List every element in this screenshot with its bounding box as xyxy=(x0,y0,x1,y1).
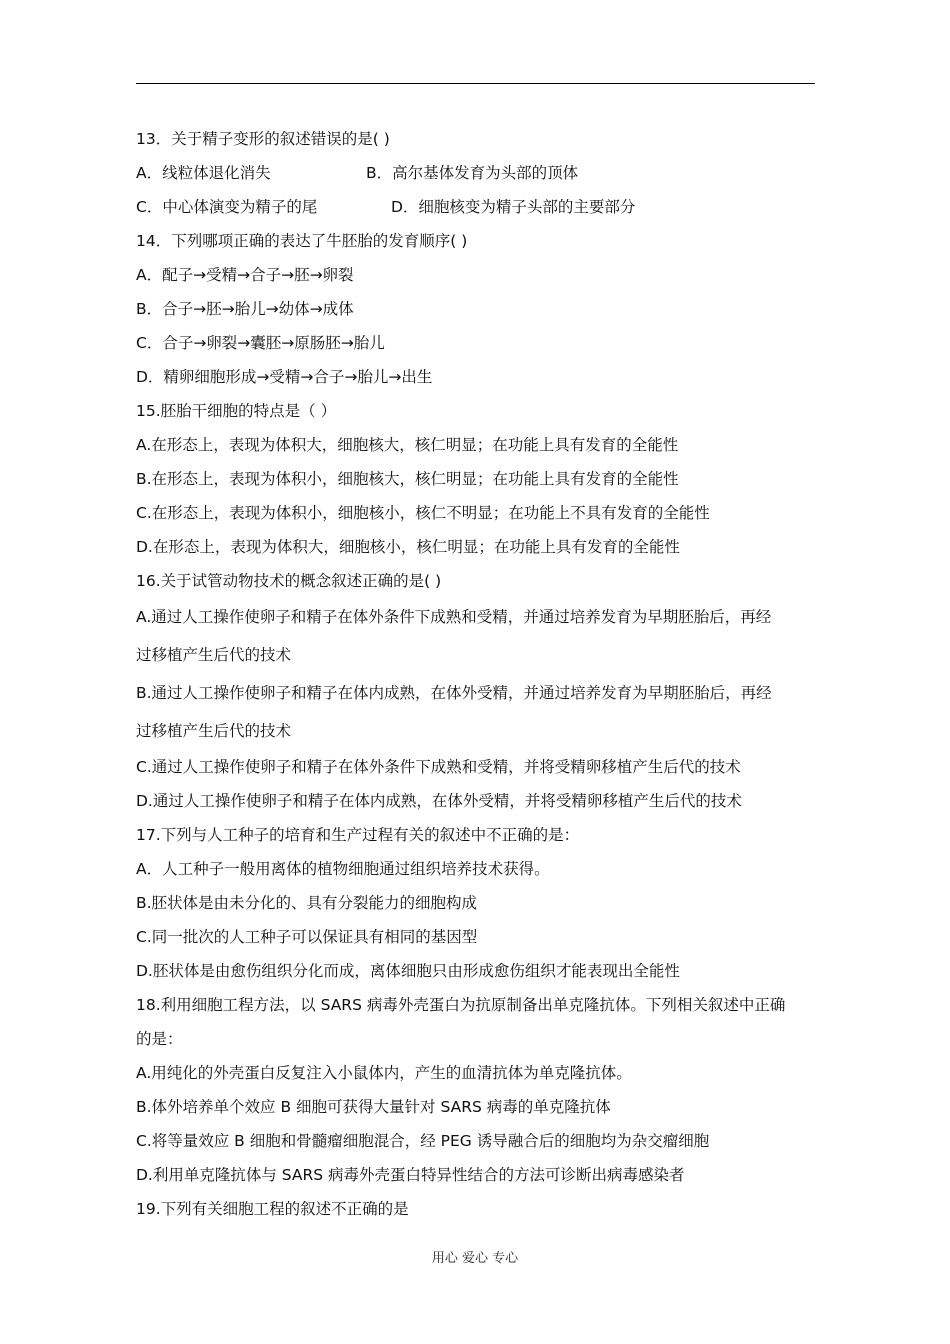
q16-option-a-line1: A.通过人工操作使卵子和精子在体外条件下成熟和受精，并通过培养发育为早期胚胎后，再经 xyxy=(136,608,772,626)
header-rule xyxy=(136,83,815,84)
q15-option-a: A.在形态上，表现为体积大，细胞核大，核仁明显；在功能上具有发育的全能性 xyxy=(136,436,679,454)
q13-option-c: C．中心体演变为精子的尾 xyxy=(136,198,318,216)
q16-option-c: C.通过人工操作使卵子和精子在体外条件下成熟和受精，并将受精卵移植产生后代的技术 xyxy=(136,758,741,776)
q13-options-ab xyxy=(136,156,826,190)
q13-option-d: D．细胞核变为精子头部的主要部分 xyxy=(391,198,636,216)
q14-option-a: A．配子→受精→合子→胚→卵裂 xyxy=(136,266,354,284)
q15-stem: 15.胚胎干细胞的特点是（ ） xyxy=(136,402,337,420)
q17-option-b: B.胚状体是由未分化的、具有分裂能力的细胞构成 xyxy=(136,894,478,912)
q14-option-d: D．精卵细胞形成→受精→合子→胎儿→出生 xyxy=(136,368,433,386)
q16-option-a-line2: 过移植产生后代的技术 xyxy=(136,646,292,664)
q16-option-b-line2: 过移植产生后代的技术 xyxy=(136,722,292,740)
q18-option-d: D.利用单克隆抗体与 SARS 病毒外壳蛋白特异性结合的方法可诊断出病毒感染者 xyxy=(136,1166,685,1184)
q15-option-c: C.在形态上，表现为体积小，细胞核小，核仁不明显；在功能上不具有发育的全能性 xyxy=(136,504,710,522)
q17-option-d: D.胚状体是由愈伤组织分化而成，离体细胞只由形成愈伤组织才能表现出全能性 xyxy=(136,962,680,980)
q13-stem: 13．关于精子变形的叙述错误的是( ) xyxy=(136,130,390,148)
q17-stem: 17.下列与人工种子的培育和生产过程有关的叙述中不正确的是： xyxy=(136,826,580,844)
q18-option-c: C.将等量效应 B 细胞和骨髓瘤细胞混合，经 PEG 诱导融合后的细胞均为杂交瘤细胞 xyxy=(136,1132,710,1150)
q16-option-d: D.通过人工操作使卵子和精子在体内成熟，在体外受精，并将受精卵移植产生后代的技术 xyxy=(136,792,742,810)
q18-stem-line1: 18.利用细胞工程方法，以 SARS 病毒外壳蛋白为抗原制备出单克隆抗体。下列相关叙述中正确 xyxy=(136,996,786,1014)
q18-option-b: B.体外培养单个效应 B 细胞可获得大量针对 SARS 病毒的单克隆抗体 xyxy=(136,1098,611,1116)
q18-stem-line2: 的是： xyxy=(136,1030,183,1048)
q13-option-a: A．线粒体退化消失 xyxy=(136,164,271,182)
page-footer: 用心 爱心 专心 xyxy=(431,1251,519,1266)
q18-option-a: A.用纯化的外壳蛋白反复注入小鼠体内，产生的血清抗体为单克隆抗体。 xyxy=(136,1064,632,1082)
q15-option-b: B.在形态上，表现为体积小，细胞核大，核仁明显；在功能上具有发育的全能性 xyxy=(136,470,679,488)
q19-stem: 19.下列有关细胞工程的叙述不正确的是 xyxy=(136,1200,409,1218)
q14-option-b: B．合子→胚→胎儿→幼体→成体 xyxy=(136,300,354,318)
q16-stem: 16.关于试管动物技术的概念叙述正确的是( ) xyxy=(136,572,442,590)
question-list xyxy=(136,122,826,1226)
q17-option-c: C.同一批次的人工种子可以保证具有相同的基因型 xyxy=(136,928,478,946)
q17-option-a: A．人工种子一般用离体的植物细胞通过组织培养技术获得。 xyxy=(136,860,550,878)
q15-option-d: D.在形态上，表现为体积大，细胞核小，核仁明显；在功能上具有发育的全能性 xyxy=(136,538,680,556)
q16-option-b-line1: B.通过人工操作使卵子和精子在体内成熟，在体外受精，并通过培养发育为早期胚胎后，再经 xyxy=(136,684,772,702)
q14-stem: 14．下列哪项正确的表达了牛胚胎的发育顺序( ) xyxy=(136,232,468,250)
q14-option-c: C．合子→卵裂→囊胚→原肠胚→胎儿 xyxy=(136,334,385,352)
q13-option-b: B．高尔基体发育为头部的顶体 xyxy=(366,164,579,182)
q13-options-cd xyxy=(136,190,826,224)
